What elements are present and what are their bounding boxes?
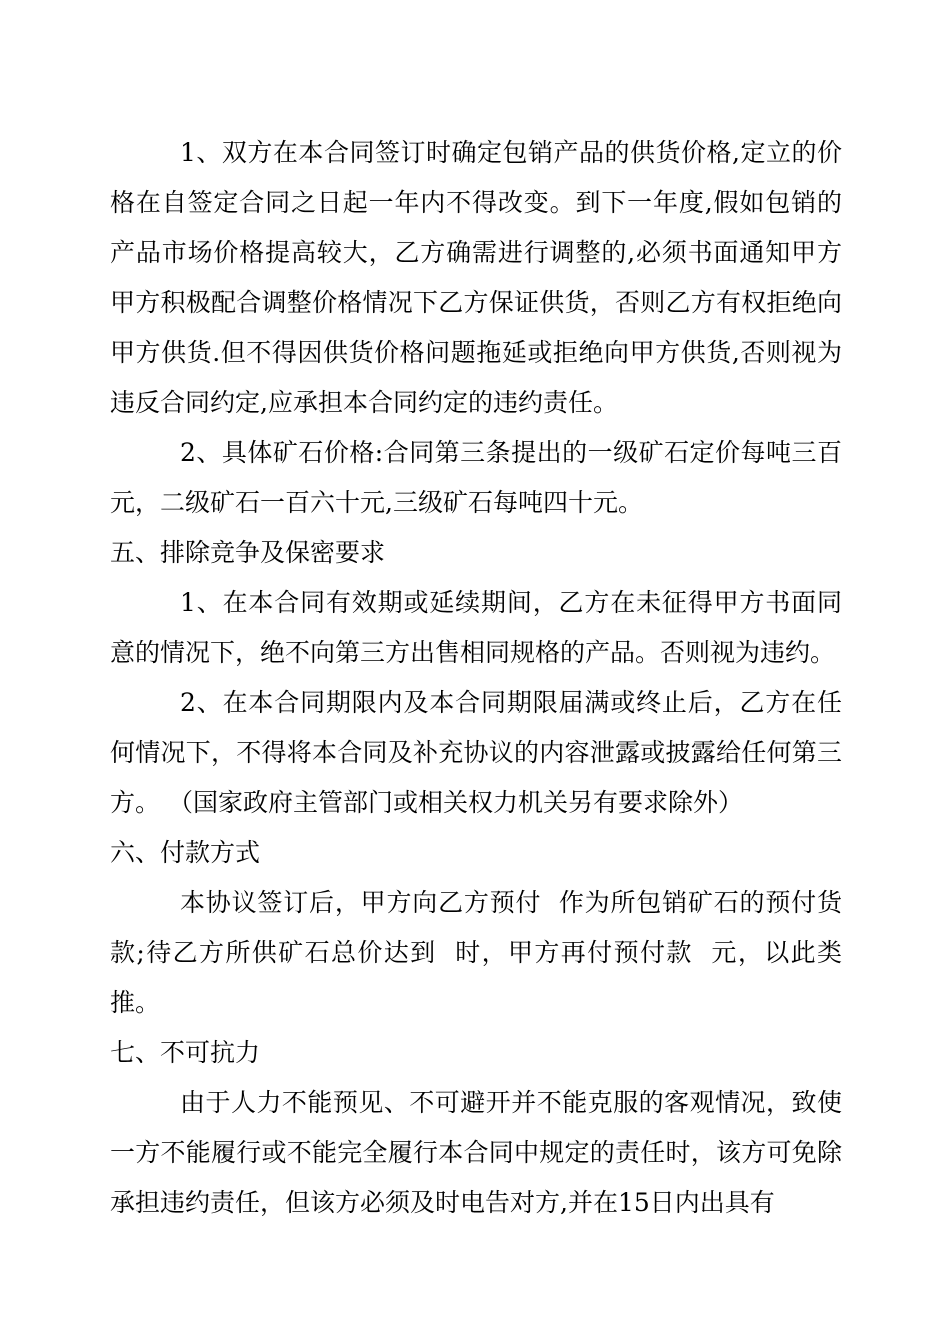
clause-force-majeure: 由于人力不能预见、不可避开并不能克服的客观情况，致使一方不能履行或不能完全履行本合同中规定的责任时，该方可免除承担违约责任，但该方必须及时电告对方,并在15日内出具有 — [110, 1088, 842, 1217]
clause-price-fixed: 1、双方在本合同签订时确定包销产品的供货价格,定立的价格在自签定合同之日起一年内不得改变。到下一年度,假如包销的产品市场价格提高较大，乙方确需进行调整的,必须书面通知甲方甲方积极配合调整价格情况下乙方保证供货，否则乙方有权拒绝向甲方供货.但不得因供货价格问题拖延或拒绝向甲方供货,否则视为违反合同约定,应承担本合同约定的违约责任。 — [110, 138, 842, 417]
section-heading-payment: 六、付款方式 — [110, 838, 261, 867]
clause-payment: 本协议签订后，甲方向乙方预付 作为所包销矿石的预付货款;待乙方所供矿石总价达到 时，甲方再付预付款 元，以此类推。 — [110, 888, 842, 1017]
clause-ore-price: 2、具体矿石价格:合同第三条提出的一级矿石定价每吨三百元，二级矿石一百六十元,三级矿石每吨四十元。 — [110, 438, 842, 517]
clause-no-competition: 1、在本合同有效期或延续期间，乙方在未征得甲方书面同意的情况下，绝不向第三方出售相同规格的产品。否则视为违约。 — [110, 588, 842, 667]
clause-confidentiality: 2、在本合同期限内及本合同期限届满或终止后，乙方在任何情况下，不得将本合同及补充协议的内容泄露或披露给任何第三方。 （国家政府主管部门或相关权力机关另有要求除外） — [110, 688, 842, 817]
section-heading-force-majeure: 七、不可抗力 — [110, 1038, 261, 1067]
document-body — [110, 128, 842, 1228]
section-heading-confidentiality: 五、排除竞争及保密要求 — [110, 538, 386, 567]
